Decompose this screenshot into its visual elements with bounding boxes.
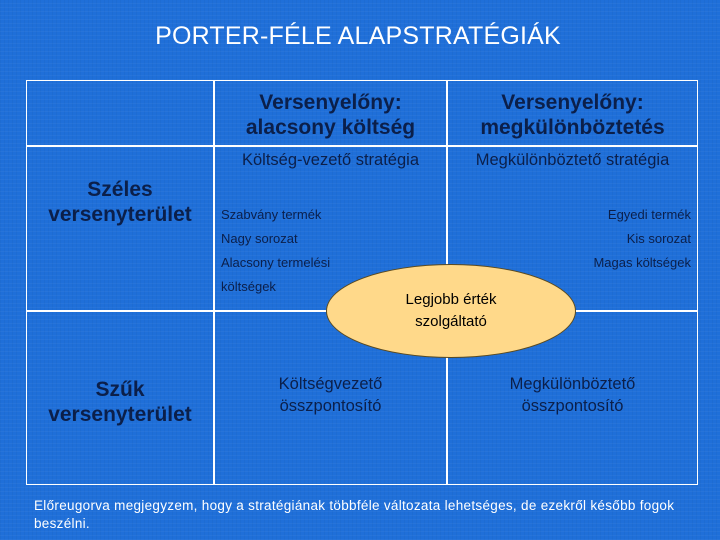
differentiation-focus-strategy — [448, 373, 697, 417]
row-header-narrow — [27, 377, 213, 427]
cost-focus-line: Költségvezető — [278, 375, 383, 393]
differentiation-attribute: Egyedi termék — [607, 207, 691, 222]
differentiation-focus-line: összpontosító — [521, 397, 624, 415]
row-header-line: Szűk — [95, 378, 145, 401]
row-header-line: versenyterület — [48, 403, 192, 426]
differentiation-attribute: Kis sorozat — [626, 231, 691, 246]
column-header-line: Versenyelőny: — [501, 91, 644, 114]
best-value-line: Legjobb érték — [405, 291, 497, 308]
row-divider-1 — [27, 145, 697, 147]
differentiation-attributes-list — [497, 203, 691, 275]
column-header-line: megkülönböztetés — [480, 116, 665, 139]
cost-attribute: költségek — [221, 279, 276, 294]
footnote: Előreugorva megjegyzem, hogy a stratégiának többféle változata lehetséges, de ezekről később fogok beszélni. — [34, 498, 675, 531]
cost-focus-line: összpontosító — [279, 397, 382, 415]
row-header-broad — [27, 177, 213, 227]
column-header-line: alacsony költség — [245, 116, 416, 139]
best-value-provider-ellipse — [326, 264, 576, 358]
best-value-line: szolgáltató — [415, 313, 487, 330]
column-header-line: Versenyelőny: — [259, 91, 402, 114]
column-divider-1 — [213, 81, 215, 484]
cost-attribute: Szabvány termék — [221, 207, 322, 222]
differentiation-focus-line: Megkülönböztető — [509, 375, 636, 393]
differentiation-attribute: Magas költségek — [593, 255, 691, 270]
cost-attribute: Alacsony termelési — [221, 255, 331, 270]
row-header-line: Széles — [87, 178, 153, 201]
slide-title: PORTER-FÉLE ALAPSTRATÉGIÁK — [155, 22, 561, 50]
cost-leadership-strategy: Költség-vezető stratégia — [241, 151, 419, 169]
differentiation-strategy: Megkülönböztető stratégia — [475, 151, 670, 169]
column-header-low-cost — [215, 90, 446, 140]
cost-focus-strategy — [215, 373, 446, 417]
cost-attribute: Nagy sorozat — [221, 231, 298, 246]
cost-attributes-list — [221, 203, 330, 299]
column-header-differentiation — [448, 90, 697, 140]
row-header-line: versenyterület — [48, 203, 192, 226]
